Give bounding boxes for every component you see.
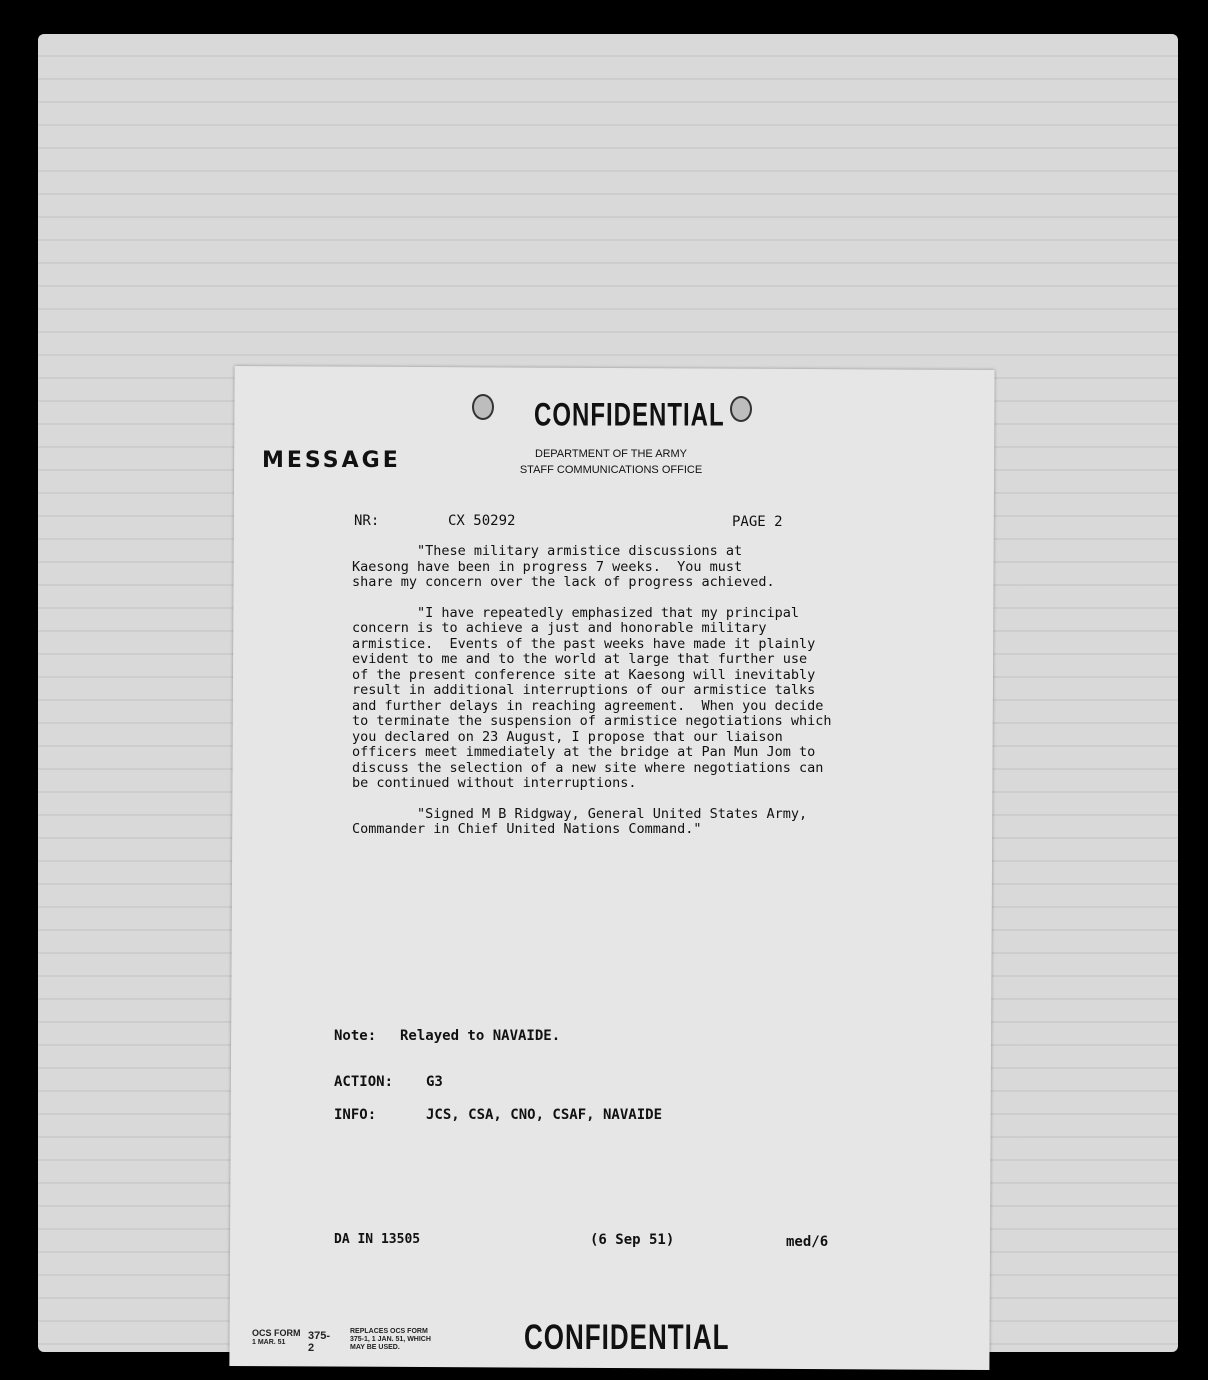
body-line: and further delays in reaching agreement. When you decide: [352, 697, 824, 714]
classification-header: CONFIDENTIAL: [534, 397, 725, 434]
body-line: concern is to achieve a just and honorable military: [352, 620, 767, 636]
nr-label: NR:: [354, 513, 380, 529]
body-line: [352, 591, 912, 606]
body-line: armistice. Events of the past weeks have made it plainly: [352, 635, 816, 652]
action-label: ACTION:: [334, 1074, 394, 1090]
body-line: to terminate the suspension of armistice negotiations which: [352, 713, 832, 729]
replaces-line-3: MAY BE USED.: [350, 1344, 400, 1351]
nr-value: CX 50292: [448, 513, 516, 529]
classification-footer: CONFIDENTIAL: [524, 1316, 730, 1358]
body-line: officers meet immediately at the bridge at Pan Mun Jom to: [352, 744, 816, 760]
note-value: Relayed to NAVAIDE.: [400, 1028, 561, 1044]
note-label: Note:: [334, 1028, 377, 1044]
body-line: Commander in Chief United Nations Command.": [352, 821, 702, 837]
message-label: MESSAGE: [262, 448, 401, 473]
body-line: [352, 792, 912, 807]
body-line: of the present conference site at Kaesong will inevitably: [352, 666, 816, 683]
message-body: [352, 544, 912, 838]
body-line: "I have repeatedly emphasized that my principal: [352, 604, 800, 621]
page-number: PAGE 2: [732, 514, 783, 530]
body-line: be continued without interruptions.: [352, 775, 637, 791]
punch-hole-left: [472, 394, 494, 420]
body-line: Kaesong have been in progress 7 weeks. You must: [352, 558, 743, 575]
body-line: share my concern over the lack of progress achieved.: [352, 574, 775, 590]
body-line: you declared on 23 August, I propose that our liaison: [352, 728, 783, 745]
replaces-line-1: REPLACES OCS FORM: [350, 1328, 428, 1335]
operator-initials: med/6: [786, 1234, 829, 1250]
message-sheet: [229, 366, 994, 1370]
punch-hole-right: [730, 396, 752, 422]
da-in-number: DA IN 13505: [334, 1232, 421, 1247]
body-line: discuss the selection of a new site where negotiations can: [352, 759, 824, 776]
info-value: JCS, CSA, CNO, CSAF, NAVAIDE: [426, 1107, 663, 1123]
form-name: OCS FORM: [252, 1328, 301, 1338]
action-value: G3: [426, 1074, 443, 1090]
form-number: 375-2: [308, 1330, 331, 1354]
office-name: STAFF COMMUNICATIONS OFFICE: [519, 464, 703, 476]
message-date: (6 Sep 51): [590, 1232, 675, 1248]
body-line: "These military armistice discussions at: [352, 543, 743, 559]
form-date: 1 MAR. 51: [252, 1339, 286, 1346]
body-line: result in additional interruptions of our armistice talks: [352, 682, 816, 698]
body-line: "Signed M B Ridgway, General United States Army,: [352, 805, 808, 822]
replaces-line-2: 375-1, 1 JAN. 51, WHICH: [350, 1336, 431, 1343]
department-heading: [506, 446, 716, 478]
body-line: evident to me and to the world at large that further use: [352, 651, 808, 667]
info-label: INFO:: [334, 1107, 377, 1123]
department-name: DEPARTMENT OF THE ARMY: [535, 448, 687, 460]
